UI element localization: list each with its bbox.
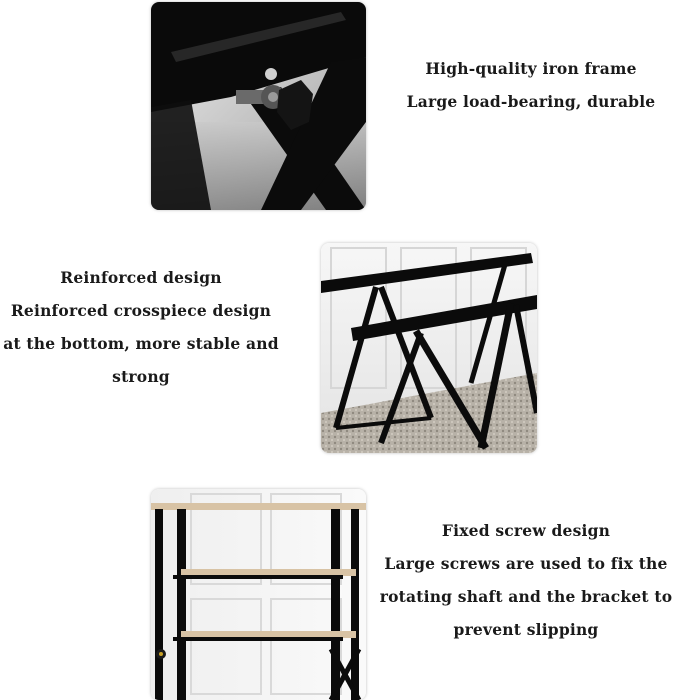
- caption-line: rotating shaft and the bracket to: [379, 587, 673, 606]
- caption-line: High-quality iron frame: [425, 59, 637, 78]
- caption-line: Fixed screw design: [441, 521, 611, 540]
- caption-line: strong: [112, 367, 170, 386]
- caption-line: at the bottom, more stable and: [3, 334, 279, 353]
- caption-line: Reinforced crosspiece design: [10, 301, 272, 320]
- iron-frame-closeup-photo: [151, 2, 366, 210]
- reinforced-design-caption: [0, 261, 282, 393]
- caption-line: Large screws are used to fix the: [384, 554, 668, 573]
- caption-line: Large load-bearing, durable: [406, 92, 656, 111]
- shelf-image: [151, 489, 366, 700]
- shelf-photo: [151, 489, 366, 700]
- folding-stands-image: [321, 243, 537, 453]
- folding-stands-photo: [321, 243, 537, 453]
- caption-line: prevent slipping: [453, 620, 599, 639]
- fixed-screw-caption: [370, 514, 682, 646]
- iron-frame-caption: [380, 52, 682, 118]
- iron-frame-closeup-image: [151, 2, 366, 210]
- caption-line: Reinforced design: [60, 268, 222, 287]
